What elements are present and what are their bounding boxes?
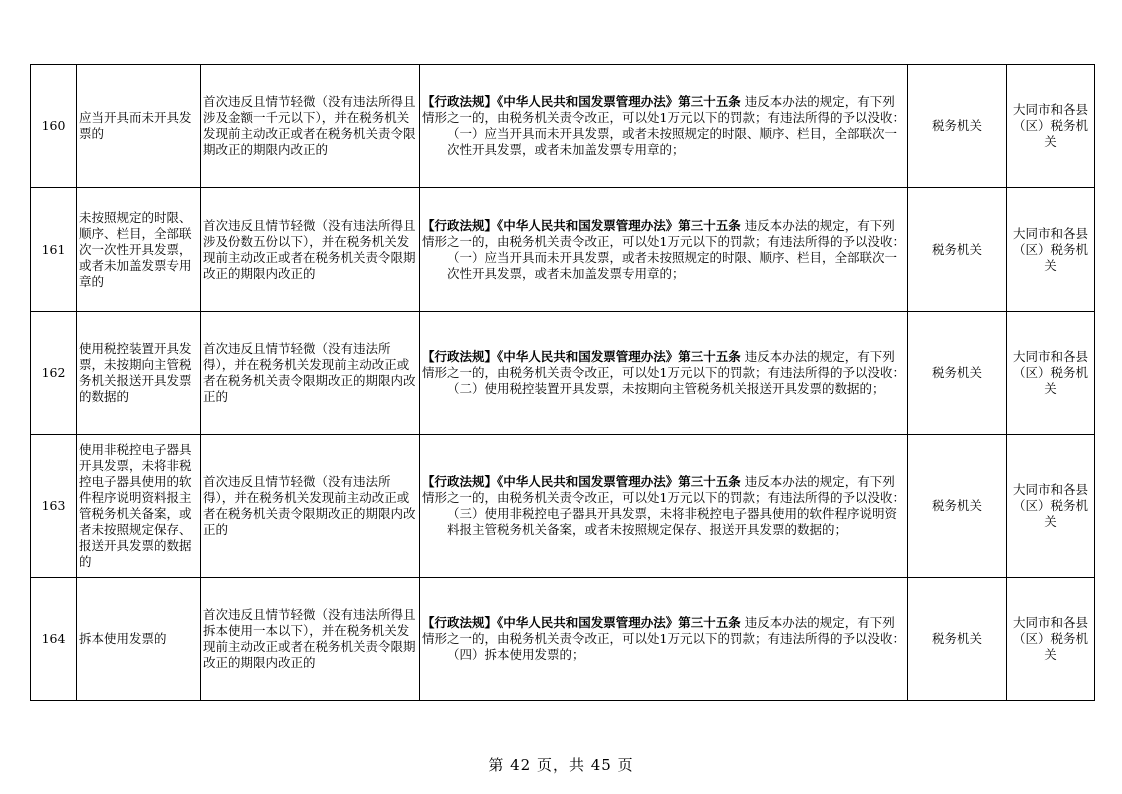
- basis-heading: 【行政法规】《中华人民共和国发票管理办法》第三十五条: [422, 94, 741, 109]
- violation-name: 拆本使用发票的: [77, 578, 201, 701]
- penalty-table: [30, 64, 1095, 701]
- mitigation-condition: 首次违反且情节轻微（没有违法所得且涉及金额一千元以下），并在税务机关发现前主动改正或者在税务机关责令限期改正的期限内改正的: [201, 65, 420, 188]
- enforcement-org: 税务机关: [908, 65, 1007, 188]
- applicable-scope: 大同市和各县（区）税务机关: [1007, 188, 1095, 312]
- basis-heading: 【行政法规】《中华人民共和国发票管理办法》第三十五条: [422, 217, 741, 233]
- violation-name: 使用非税控电子器具开具发票，未将非税控电子器具使用的软件程序说明资料报主管税务机关备案，或者未按照规定保存、报送开具发票的数据的: [77, 435, 201, 578]
- basis-text: 违反本办法的规定，有下列情形之一的，由税务机关责令改正，可以处1万元以下的罚款；有违法所得的予以没收：: [422, 615, 905, 646]
- applicable-scope: 大同市和各县（区）税务机关: [1007, 65, 1095, 188]
- basis-heading: 【行政法规】《中华人民共和国发票管理办法》第三十五条: [422, 349, 741, 364]
- basis-heading: 【行政法规】《中华人民共和国发票管理办法》第三十五条: [422, 474, 741, 489]
- basis-item: （二）使用税控装置开具发票，未按期向主管税务机关报送开具发票的数据的；: [447, 381, 885, 396]
- mitigation-condition: 首次违反且情节轻微（没有违法所得且拆本使用一本以下），并在税务机关发现前主动改正或者在税务机关责令限期改正的期限内改正的: [201, 578, 420, 701]
- enforcement-org: 税务机关: [908, 312, 1007, 435]
- basis-item: （一）应当开具而未开具发票，或者未按照规定的时限、顺序、栏目，全部联次一次性开具发票，或者未加盖发票专用章的；: [447, 126, 898, 157]
- table-row: [31, 65, 1095, 188]
- mitigation-condition: 首次违反且情节轻微（没有违法所得），并在税务机关发现前主动改正或者在税务机关责令限期改正的期限内改正的: [201, 435, 420, 578]
- row-number: 163: [31, 435, 77, 578]
- enforcement-org: 税务机关: [908, 578, 1007, 701]
- violation-name: 应当开具而未开具发票的: [77, 65, 201, 188]
- basis-text: 违反本办法的规定，有下列情形之一的，由税务机关责令改正，可以处1万元以下的罚款；有违法所得的予以没收：: [422, 94, 905, 125]
- applicable-scope: 大同市和各县（区）税务机关: [1007, 578, 1095, 701]
- enforcement-org: 税务机关: [908, 435, 1007, 578]
- legal-basis: [420, 65, 908, 188]
- basis-text: 违反本办法的规定，有下列情形之一的，由税务机关责令改正，可以处1万元以下的罚款；有违法所得的予以没收：: [422, 349, 905, 380]
- table-row: [31, 435, 1095, 578]
- basis-item: （四）拆本使用发票的；: [447, 647, 585, 662]
- legal-basis: [420, 312, 908, 435]
- violation-name: 未按照规定的时限、顺序、栏目，全部联次一次性开具发票，或者未加盖发票专用章的: [77, 188, 201, 312]
- row-number: 161: [31, 188, 77, 312]
- applicable-scope: 大同市和各县（区）税务机关: [1007, 435, 1095, 578]
- table-row: [31, 188, 1095, 312]
- legal-basis: [420, 578, 908, 701]
- mitigation-condition: 首次违反且情节轻微（没有违法所得），并在税务机关发现前主动改正或者在税务机关责令限期改正的期限内改正的: [201, 312, 420, 435]
- basis-item: （一）应当开具而未开具发票，或者未按照规定的时限、顺序、栏目，全部联次一次性开具发票，或者未加盖发票专用章的；: [447, 249, 898, 281]
- enforcement-org: 税务机关: [908, 188, 1007, 312]
- basis-text: 违反本办法的规定，有下列情形之一的，由税务机关责令改正，可以处1万元以下的罚款；有违法所得的予以没收：: [422, 217, 905, 249]
- mitigation-condition: 首次违反且情节轻微（没有违法所得且涉及份数五份以下），并在税务机关发现前主动改正或者在税务机关责令限期改正的期限内改正的: [201, 188, 420, 312]
- table-row: [31, 312, 1095, 435]
- row-number: 160: [31, 65, 77, 188]
- row-number: 164: [31, 578, 77, 701]
- applicable-scope: 大同市和各县（区）税务机关: [1007, 312, 1095, 435]
- page-number: 第 42 页，共 45 页: [488, 756, 634, 774]
- basis-text: 违反本办法的规定，有下列情形之一的，由税务机关责令改正，可以处1万元以下的罚款；有违法所得的予以没收：: [422, 474, 905, 505]
- violation-name: 使用税控装置开具发票，未按期向主管税务机关报送开具发票的数据的: [77, 312, 201, 435]
- legal-basis: [420, 188, 908, 312]
- table-row: [31, 578, 1095, 701]
- row-number: 162: [31, 312, 77, 435]
- basis-item: （三）使用非税控电子器具开具发票，未将非税控电子器具使用的软件程序说明资料报主管税务机关备案，或者未按照规定保存、报送开具发票的数据的；: [447, 506, 898, 537]
- legal-basis: [420, 435, 908, 578]
- basis-heading: 【行政法规】《中华人民共和国发票管理办法》第三十五条: [422, 615, 741, 630]
